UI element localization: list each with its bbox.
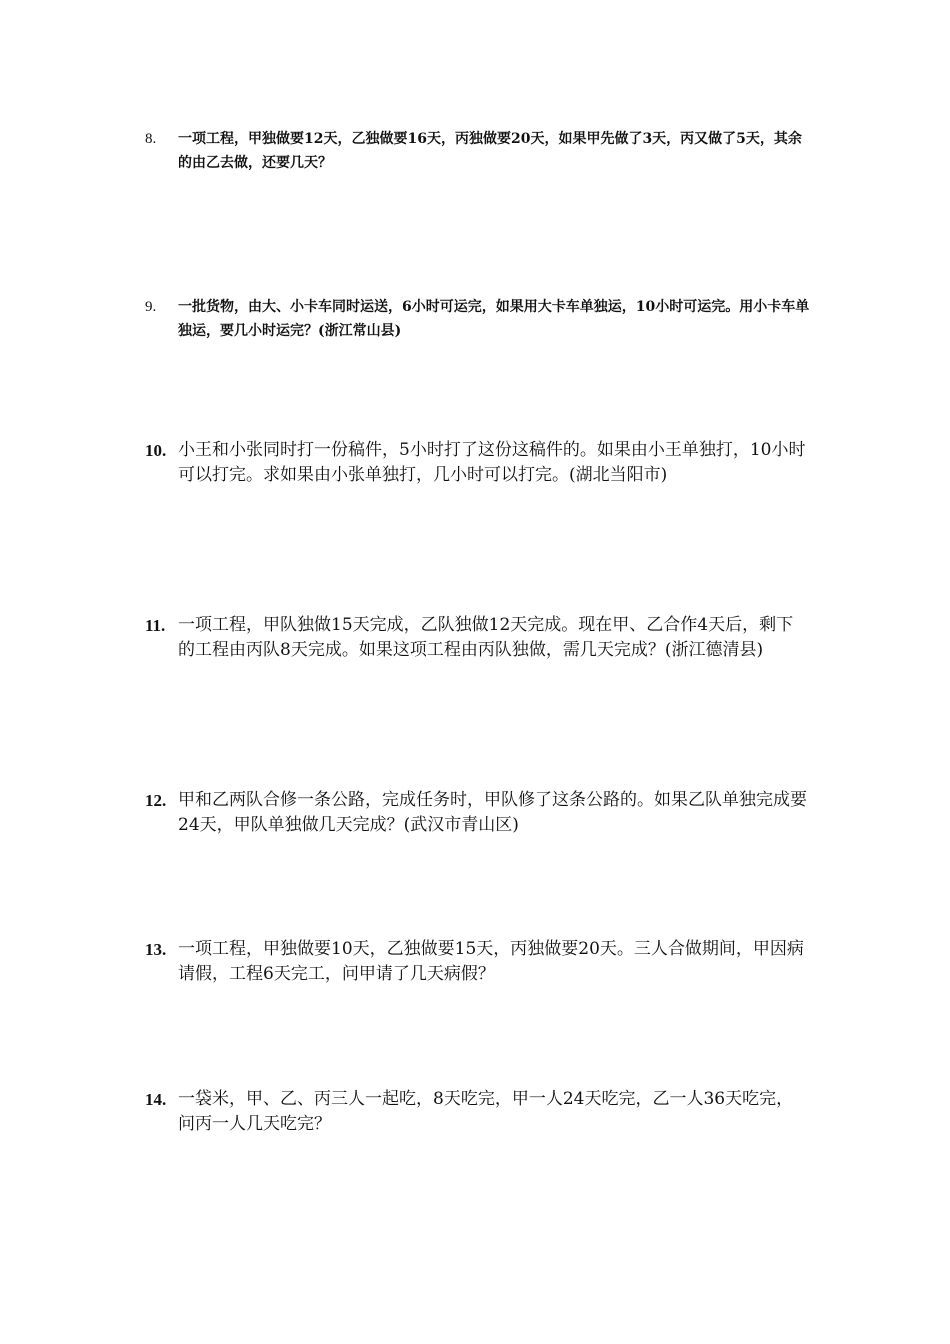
problem-text: 甲和乙两队合修一条公路，完成任务时，甲队修了这条公路的。如果乙队单独完成要24天，甲队单独做几天完成？(武汉市青山区)	[178, 790, 807, 835]
problem-12	[145, 788, 810, 838]
problem-13	[145, 937, 810, 987]
problem-text: 小王和小张同时打一份稿件，5小时打了这份这稿件的。如果由小王单独打，10小时可以打完。求如果由小张单独打，几小时可以打完。(湖北当阳市)	[178, 440, 806, 485]
problem-number: 13.	[145, 940, 167, 959]
problem-number: 11.	[145, 616, 166, 635]
problem-text: 一袋米，甲、乙、丙三人一起吃，8天吃完，甲一人24天吃完，乙一人36天吃完，问丙一人几天吃完？	[178, 1089, 794, 1134]
problem-text: 一项工程，甲独做要12天，乙独做要16天，丙独做要20天，如果甲先做了3天，丙又做了5天，其余的由乙去做，还要几天？	[178, 131, 802, 171]
problem-number: 10.	[145, 441, 167, 460]
problem-text: 一项工程，甲队独做15天完成，乙队独做12天完成。现在甲、乙合作4天后，剩下的工程由丙队8天完成。如果这项工程由丙队独做，需几天完成？(浙江德清县)	[178, 615, 794, 660]
problem-text: 一批货物，由大、小卡车同时运送，6小时可运完，如果用大卡车单独运，10小时可运完。用小卡车单独运，要几小时运完？(浙江常山县)	[178, 299, 810, 339]
problem-9	[145, 295, 810, 343]
problem-11	[145, 613, 810, 663]
problem-number: 14.	[145, 1090, 167, 1109]
problem-14	[145, 1087, 810, 1137]
problem-text: 一项工程，甲独做要10天，乙独做要15天，丙独做要20天。三人合做期间，甲因病请假，工程6天完工，问甲请了几天病假？	[178, 939, 804, 984]
problem-8	[145, 127, 810, 175]
problem-number: 9.	[145, 299, 157, 315]
problem-number: 12.	[145, 791, 167, 810]
problem-10	[145, 438, 810, 488]
problem-number: 8.	[145, 131, 157, 147]
